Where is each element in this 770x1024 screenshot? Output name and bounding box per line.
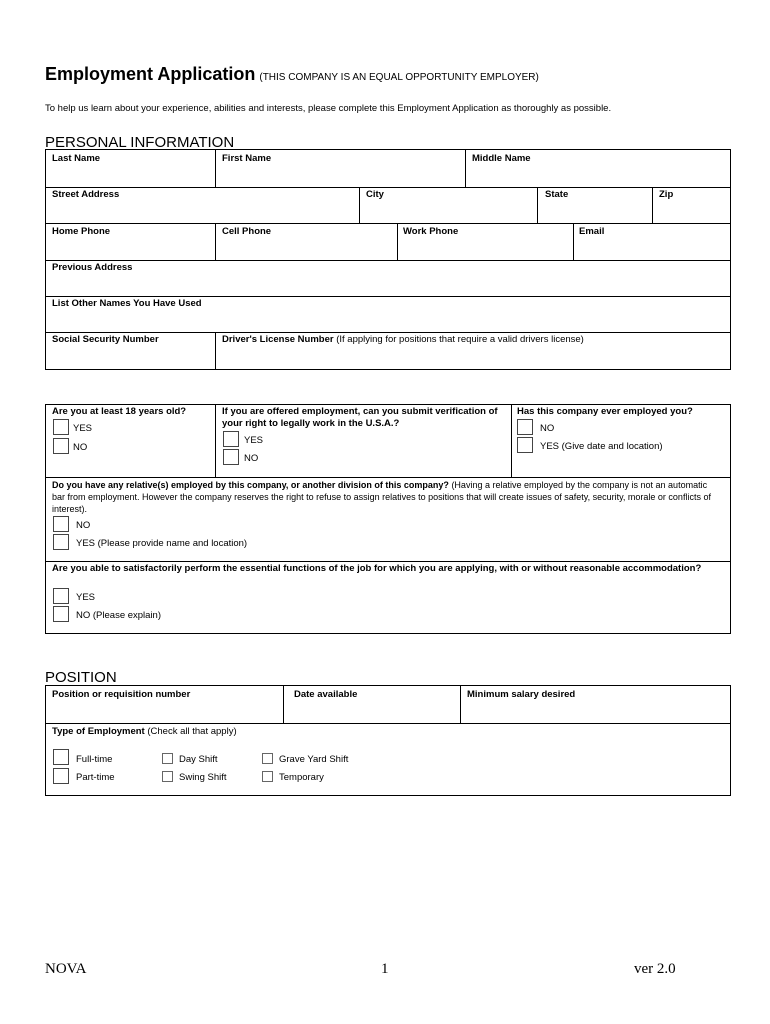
personal-info-heading: PERSONAL INFORMATION — [45, 134, 235, 151]
perform-functions-question: Are you able to satisfactorily perform the essential functions of the job for which you are applying, with or without reasonable accommodation? — [52, 563, 702, 574]
work-phone-field[interactable]: Work Phone — [403, 226, 459, 237]
date-available-field[interactable]: Date available — [294, 689, 358, 700]
cell-phone-field[interactable]: Cell Phone — [222, 226, 272, 237]
age-no-label: NO — [73, 442, 88, 453]
relatives-no-label: NO — [76, 520, 91, 531]
zip-field[interactable]: Zip — [659, 189, 674, 200]
swing-shift-label: Swing Shift — [179, 772, 227, 783]
part-time-checkbox[interactable] — [53, 768, 69, 784]
page-number: 1 — [381, 961, 389, 977]
full-time-label: Full-time — [76, 754, 113, 765]
personal-info-table — [45, 149, 731, 370]
drivers-license-field[interactable] — [222, 334, 584, 345]
perform-yes-checkbox[interactable] — [53, 588, 69, 604]
employed-yes-label: YES (Give date and location) — [540, 441, 663, 452]
perform-yes-label: YES — [76, 592, 96, 603]
drivers-license-label: Driver's License Number — [222, 334, 334, 345]
email-field[interactable]: Email — [579, 226, 605, 237]
part-time-label: Part-time — [76, 772, 115, 783]
age-yes-checkbox[interactable] — [53, 419, 69, 435]
age-question: Are you at least 18 years old? — [52, 406, 187, 417]
ssn-field[interactable]: Social Security Number — [52, 334, 159, 345]
form-title — [45, 64, 539, 85]
city-field[interactable]: City — [366, 189, 384, 200]
state-field[interactable]: State — [545, 189, 569, 200]
street-address-field[interactable]: Street Address — [52, 189, 120, 200]
employed-yes-checkbox[interactable] — [517, 437, 533, 453]
employment-type-text: Type of Employment — [52, 726, 145, 737]
previously-employed-question: Has this company ever employed you? — [517, 406, 693, 417]
swing-shift-checkbox[interactable] — [162, 771, 173, 782]
relatives-yes-checkbox[interactable] — [53, 534, 69, 550]
employment-type-note: (Check all that apply) — [147, 726, 237, 737]
relatives-yes-label: YES (Please provide name and location) — [76, 538, 248, 549]
perform-no-label: NO (Please explain) — [76, 610, 162, 621]
verify-no-checkbox[interactable] — [223, 449, 239, 465]
employed-no-label: NO — [540, 423, 555, 434]
day-shift-checkbox[interactable] — [162, 753, 173, 764]
form-title-text: Employment Application — [45, 64, 256, 84]
previous-address-field[interactable]: Previous Address — [52, 262, 133, 273]
requisition-number-field[interactable]: Position or requisition number — [52, 689, 191, 700]
grave-yard-shift-checkbox[interactable] — [262, 753, 273, 764]
employed-no-checkbox[interactable] — [517, 419, 533, 435]
grave-yard-shift-label: Grave Yard Shift — [279, 754, 349, 765]
relatives-question — [52, 479, 722, 515]
relatives-no-checkbox[interactable] — [53, 516, 69, 532]
home-phone-field[interactable]: Home Phone — [52, 226, 111, 237]
relatives-question-text: Do you have any relative(s) employed by this company, or another division of this company? — [52, 480, 449, 490]
age-yes-label: YES — [73, 423, 93, 434]
verify-yes-label: YES — [244, 435, 264, 446]
position-table — [45, 685, 731, 796]
position-heading: POSITION — [45, 669, 117, 686]
eeo-subtitle: (THIS COMPANY IS AN EQUAL OPPORTUNITY EMPLOYER) — [259, 72, 539, 83]
full-time-checkbox[interactable] — [53, 749, 69, 765]
footer-left-text: NOVA — [45, 961, 87, 977]
day-shift-label: Day Shift — [179, 754, 218, 765]
perform-no-checkbox[interactable] — [53, 606, 69, 622]
temporary-label: Temporary — [279, 772, 324, 783]
verify-yes-checkbox[interactable] — [223, 431, 239, 447]
temporary-checkbox[interactable] — [262, 771, 273, 782]
work-verification-question: If you are offered employment, can you submit verification of your right to legally work in the U.S.A.? — [222, 406, 498, 429]
eligibility-questions-table — [45, 404, 731, 634]
minimum-salary-field[interactable]: Minimum salary desired — [467, 689, 576, 700]
drivers-license-note: (If applying for positions that require a valid drivers license) — [336, 334, 584, 345]
age-no-checkbox[interactable] — [53, 438, 69, 454]
middle-name-field[interactable]: Middle Name — [472, 153, 531, 164]
employment-type-label — [52, 726, 237, 737]
relatives-note: (Having a relative employed by the company is not an automatic bar from employment. However the company reserves the right to refuse to assign relatives to positions that will create issues of safety, security, morale or conflicts of interest). — [52, 480, 711, 514]
intro-text: To help us learn about your experience, abilities and interests, please complete this Employment Application as thoroughly as possible. — [45, 103, 612, 114]
version-label: ver 2.0 — [634, 961, 676, 977]
first-name-field[interactable]: First Name — [222, 153, 272, 164]
last-name-field[interactable]: Last Name — [52, 153, 101, 164]
verify-no-label: NO — [244, 453, 259, 464]
other-names-field[interactable]: List Other Names You Have Used — [52, 298, 202, 309]
